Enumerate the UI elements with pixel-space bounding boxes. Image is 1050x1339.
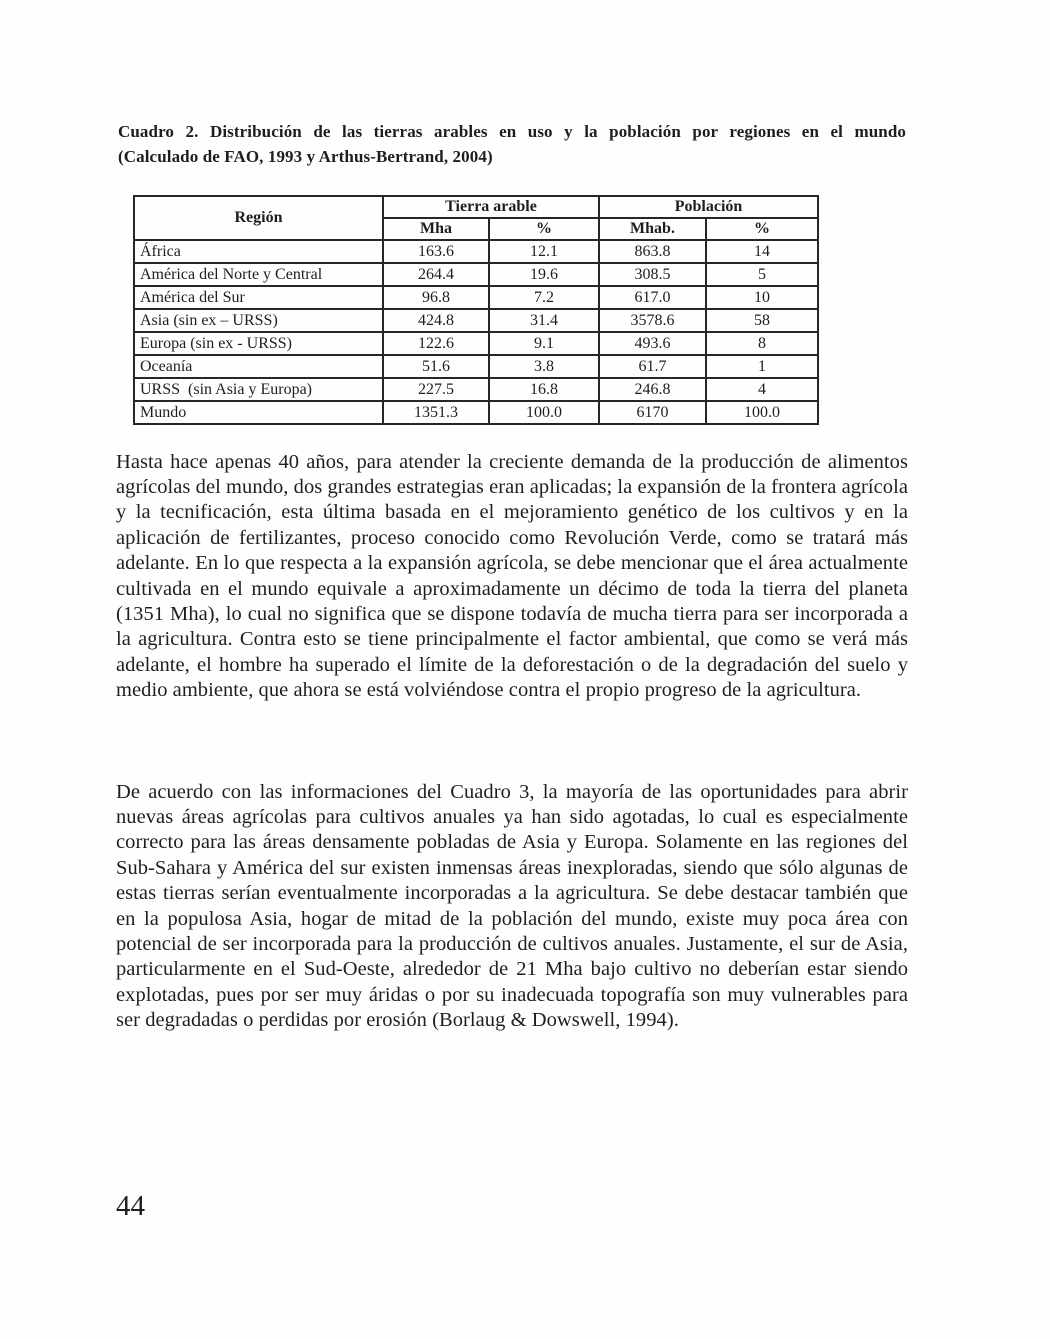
value-cell: 122.6 [383, 332, 489, 355]
table-row [134, 378, 818, 401]
value-cell: 3578.6 [599, 309, 706, 332]
table-header-row-groups [134, 196, 818, 218]
value-cell: 227.5 [383, 378, 489, 401]
value-cell: 493.6 [599, 332, 706, 355]
table-row [134, 286, 818, 309]
subheader-poblacion-pct: % [706, 218, 818, 240]
body-paragraph-2: De acuerdo con las informaciones del Cuadro 3, la mayoría de las oportunidades para abrir nuevas áreas agrícolas para cultivos anuales ya han sido agotadas, lo cual es especialmente correcto para las áreas densamente pobladas de Asia y Europa. Solamente en las regiones del Sub-Sahara y América del sur existen inmensas áreas inexploradas, siendo que sólo algunas de estas tierras serían eventualmente incorporadas a la agricultura. Se debe destacar también que en la populosa Asia, hogar de mitad de la población del mundo, existe muy poca área con potencial de ser incorporada para la producción de cultivos anuales. Justamente, el sur de Asia, particularmente en el Sud-Oeste, alrededor de 21 Mha bajo cultivo no deberían estar siendo explotadas, pues por ser muy áridas o por su inadecuada topografía son muy vulnerables para ser degradadas o perdidas por erosión (Borlaug & Dowswell, 1994). [116, 780, 908, 1032]
value-cell: 163.6 [383, 240, 489, 263]
value-cell: 1351.3 [383, 401, 489, 424]
header-region: Región [134, 196, 383, 240]
value-cell: 16.8 [489, 378, 599, 401]
body-paragraph-1: Hasta hace apenas 40 años, para atender la creciente demanda de la producción de alimentos agrícolas del mundo, dos grandes estrategias eran aplicadas; la expansión de la frontera agrícola y la tecnificación, esta última basada en el mejoramiento genético de los cultivos y en la aplicación de fertilizantes, proceso conocido como Revolución Verde, como se tratará más adelante. En lo que respecta a la expansión agrícola, se debe mencionar que el área actualmente cultivada en el mundo equivale a aproximadamente un décimo de toda la tierra del planeta (1351 Mha), lo cual no significa que se dispone todavía de mucha tierra para ser incorporada a la agricultura. Contra esto se tiene principalmente el factor ambiental, que como se verá más adelante, el hombre ha superado el límite de la deforestación o de la degradación del suelo y medio ambiente, que ahora se está volviéndose contra el propio progreso de la agricultura. [116, 450, 908, 702]
region-cell: Asia (sin ex – URSS) [134, 309, 383, 332]
subheader-mhab: Mhab. [599, 218, 706, 240]
value-cell: 863.8 [599, 240, 706, 263]
table-row [134, 332, 818, 355]
value-cell: 246.8 [599, 378, 706, 401]
value-cell: 617.0 [599, 286, 706, 309]
subheader-mha: Mha [383, 218, 489, 240]
value-cell: 31.4 [489, 309, 599, 332]
table-header [134, 196, 818, 240]
value-cell: 6170 [599, 401, 706, 424]
caption-line-1: Cuadro 2. Distribución de las tierras arables en uso y la población por regiones en el mundo [118, 122, 906, 141]
value-cell: 14 [706, 240, 818, 263]
caption-line-2: (Calculado de FAO, 1993 y Arthus-Bertrand, 2004) [118, 147, 493, 166]
value-cell: 19.6 [489, 263, 599, 286]
value-cell: 9.1 [489, 332, 599, 355]
value-cell: 8 [706, 332, 818, 355]
table-row [134, 401, 818, 424]
value-cell: 7.2 [489, 286, 599, 309]
header-tierra-arable: Tierra arable [383, 196, 599, 218]
value-cell: 96.8 [383, 286, 489, 309]
region-cell: URSS (sin Asia y Europa) [134, 378, 383, 401]
region-cell: Oceanía [134, 355, 383, 378]
value-cell: 1 [706, 355, 818, 378]
value-cell: 4 [706, 378, 818, 401]
header-poblacion: Población [599, 196, 818, 218]
table-row [134, 263, 818, 286]
value-cell: 61.7 [599, 355, 706, 378]
value-cell: 51.6 [383, 355, 489, 378]
subheader-tierra-pct: % [489, 218, 599, 240]
table-row [134, 240, 818, 263]
value-cell: 3.8 [489, 355, 599, 378]
value-cell: 10 [706, 286, 818, 309]
region-cell: Mundo [134, 401, 383, 424]
page-number: 44 [116, 1190, 145, 1222]
value-cell: 100.0 [489, 401, 599, 424]
value-cell: 12.1 [489, 240, 599, 263]
table-caption [118, 119, 906, 169]
region-cell: África [134, 240, 383, 263]
region-cell: Europa (sin ex - URSS) [134, 332, 383, 355]
region-cell: América del Norte y Central [134, 263, 383, 286]
value-cell: 308.5 [599, 263, 706, 286]
table-row [134, 309, 818, 332]
value-cell: 264.4 [383, 263, 489, 286]
value-cell: 58 [706, 309, 818, 332]
table-row [134, 355, 818, 378]
data-table [133, 195, 819, 425]
value-cell: 5 [706, 263, 818, 286]
value-cell: 424.8 [383, 309, 489, 332]
value-cell: 100.0 [706, 401, 818, 424]
region-cell: América del Sur [134, 286, 383, 309]
